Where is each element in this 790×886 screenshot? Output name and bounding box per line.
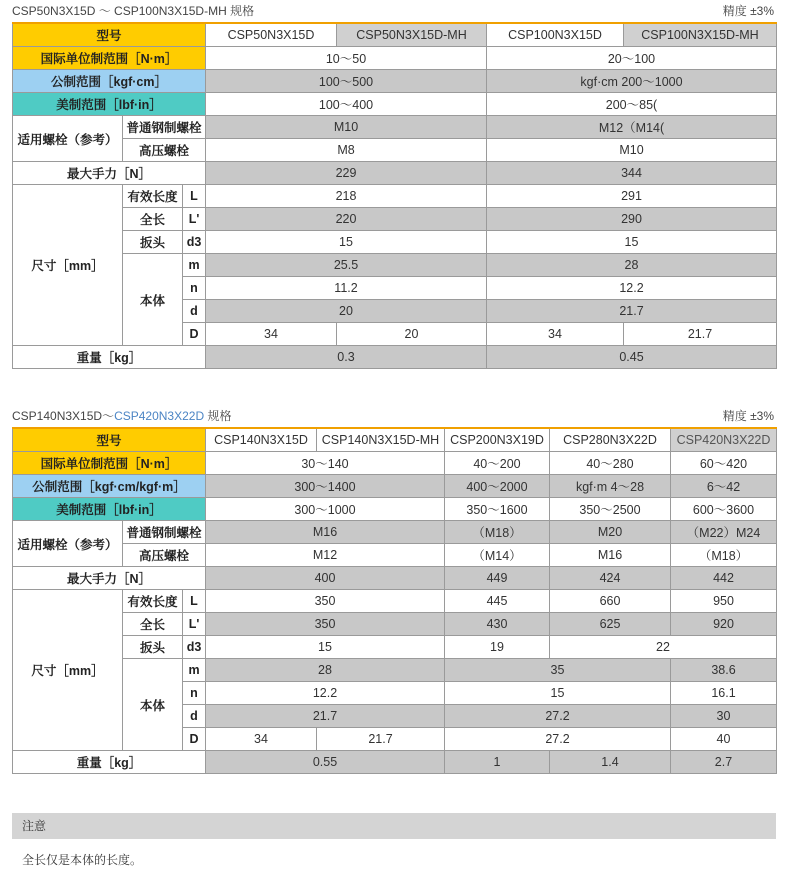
table-row: [13, 636, 777, 659]
table-row: [13, 70, 777, 93]
table-cell: 35: [445, 659, 671, 682]
body-label: 本体: [123, 659, 183, 751]
table-cell: 15: [206, 231, 487, 254]
table-cell: 660: [550, 590, 671, 613]
table-row: [13, 659, 777, 682]
table-cell: 400: [206, 567, 445, 590]
table-cell: 300～1400: [206, 475, 445, 498]
bolt-hi-label: 高压螺栓: [123, 544, 206, 567]
table-cell: 34: [487, 323, 624, 346]
sym-label: L: [183, 590, 206, 613]
table-cell: M12: [206, 544, 445, 567]
table-cell: 424: [550, 567, 671, 590]
spec-table-1: [12, 22, 777, 369]
table-cell: 20～100: [487, 47, 777, 70]
wrench-label: 扳头: [123, 231, 183, 254]
table-cell: 625: [550, 613, 671, 636]
table-cell: 16.1: [671, 682, 777, 705]
sym-label: d3: [183, 231, 206, 254]
table-cell: kgf·cm 200～1000: [487, 70, 777, 93]
model-header: CSP50N3X15D: [206, 23, 337, 47]
full-len-label: 全长: [123, 208, 183, 231]
table-row: [13, 162, 777, 185]
spec-block-1: [12, 0, 776, 369]
table-cell: M8: [206, 139, 487, 162]
table-row: [13, 475, 777, 498]
sym-label: n: [183, 682, 206, 705]
table-cell: 21.7: [487, 300, 777, 323]
table-cell: 40: [671, 728, 777, 751]
table-cell: （M14）: [445, 544, 550, 567]
table-cell: 400～2000: [445, 475, 550, 498]
table-cell: M10: [206, 116, 487, 139]
table2-title-a: CSP140N3X15D～: [12, 409, 115, 423]
model-header: CSP100N3X15D-MH: [624, 23, 777, 47]
table-cell: 20: [206, 300, 487, 323]
bolt-hi-label: 高压螺栓: [123, 139, 206, 162]
model-header: CSP200N3X19D: [445, 428, 550, 452]
sym-label: m: [183, 254, 206, 277]
table-cell: 38.6: [671, 659, 777, 682]
table-cell: 34: [206, 728, 317, 751]
table-row: [13, 139, 777, 162]
table-row: [13, 590, 777, 613]
table-cell: 0.3: [206, 346, 487, 369]
sym-label: L: [183, 185, 206, 208]
table-row: [13, 208, 777, 231]
table-row: [13, 544, 777, 567]
table-cell: 350: [206, 613, 445, 636]
table-cell: 1.4: [550, 751, 671, 774]
sym-label: D: [183, 323, 206, 346]
table-cell: 229: [206, 162, 487, 185]
model-header: CSP420N3X22D: [671, 428, 777, 452]
table-cell: 19: [445, 636, 550, 659]
table-row: [13, 23, 777, 47]
table-cell: 2.7: [671, 751, 777, 774]
table-cell: 290: [487, 208, 777, 231]
metric-range-label: 公制范围［kgf·cm/kgf·m］: [13, 475, 206, 498]
table-row: [13, 254, 777, 277]
table-cell: 350～1600: [445, 498, 550, 521]
table-cell: 442: [671, 567, 777, 590]
table-cell: M10: [487, 139, 777, 162]
table2-title-c: 规格: [204, 409, 232, 423]
full-len-label: 全长: [123, 613, 183, 636]
table-cell: 0.45: [487, 346, 777, 369]
table-cell: 21.7: [317, 728, 445, 751]
imperial-range-label: 美制范围［lbf·in］: [13, 93, 206, 116]
table-row: [13, 613, 777, 636]
table2-accuracy: 精度 ±3%: [722, 409, 774, 423]
notes-text: 全长仅是本体的长度。: [22, 853, 143, 867]
table-cell: 20: [337, 323, 487, 346]
model-header: CSP140N3X15D: [206, 428, 317, 452]
table-cell: 10～50: [206, 47, 487, 70]
table-cell: 600～3600: [671, 498, 777, 521]
table-row: [13, 452, 777, 475]
table1-caption: [12, 0, 776, 22]
model-header: CSP280N3X22D: [550, 428, 671, 452]
sym-label: L': [183, 208, 206, 231]
table-cell: 430: [445, 613, 550, 636]
table2-title-link[interactable]: CSP420N3X22D: [114, 409, 205, 423]
table-cell: M20: [550, 521, 671, 544]
model-header: CSP140N3X15D-MH: [317, 428, 445, 452]
sym-label: d3: [183, 636, 206, 659]
table-row: [13, 751, 777, 774]
table-row: [13, 116, 777, 139]
table-cell: 350～2500: [550, 498, 671, 521]
model-label: 型号: [13, 428, 206, 452]
table-cell: 15: [206, 636, 445, 659]
table-cell: 21.7: [206, 705, 445, 728]
bolt-std-label: 普通钢制螺栓: [123, 116, 206, 139]
table-cell: 920: [671, 613, 777, 636]
dims-label: 尺寸［mm］: [13, 185, 123, 346]
bolt-label: 适用螺栓（参考）: [13, 521, 123, 567]
table-cell: M12（M14(: [487, 116, 777, 139]
sym-label: D: [183, 728, 206, 751]
table-cell: 12.2: [487, 277, 777, 300]
table2-caption: [12, 405, 776, 427]
notes-heading: 注意: [22, 819, 47, 833]
model-header: CSP50N3X15D-MH: [337, 23, 487, 47]
table-row: [13, 93, 777, 116]
weight-label: 重量［kg］: [13, 751, 206, 774]
table-row: [13, 346, 777, 369]
sym-label: m: [183, 659, 206, 682]
spec-table-2: [12, 427, 777, 774]
table-row: [13, 231, 777, 254]
table-row: [13, 521, 777, 544]
table-cell: 1: [445, 751, 550, 774]
bolt-std-label: 普通钢制螺栓: [123, 521, 206, 544]
table-cell: 15: [445, 682, 671, 705]
eff-len-label: 有效长度: [123, 590, 183, 613]
table-cell: 15: [487, 231, 777, 254]
table-cell: M16: [550, 544, 671, 567]
table-cell: 350: [206, 590, 445, 613]
sym-label: L': [183, 613, 206, 636]
table-cell: 100～500: [206, 70, 487, 93]
table-cell: 28: [206, 659, 445, 682]
table-cell: 40～200: [445, 452, 550, 475]
table-row: [13, 185, 777, 208]
table-cell: 6～42: [671, 475, 777, 498]
table-cell: 950: [671, 590, 777, 613]
weight-label: 重量［kg］: [13, 346, 206, 369]
table2-title: [12, 407, 231, 424]
table1-title: CSP50N3X15D ～ CSP100N3X15D-MH 规格: [12, 4, 255, 18]
table-cell: 200～85(: [487, 93, 777, 116]
table-row: [13, 498, 777, 521]
table-cell: 220: [206, 208, 487, 231]
bolt-label: 适用螺栓（参考）: [13, 116, 123, 162]
table-cell: 449: [445, 567, 550, 590]
table-cell: （M18）: [445, 521, 550, 544]
wrench-label: 扳头: [123, 636, 183, 659]
table-cell: 22: [550, 636, 777, 659]
table-cell: 344: [487, 162, 777, 185]
imperial-range-label: 美制范围［lbf·in］: [13, 498, 206, 521]
table-cell: 27.2: [445, 728, 671, 751]
model-header: CSP100N3X15D: [487, 23, 624, 47]
table-cell: 218: [206, 185, 487, 208]
table-cell: kgf·m 4～28: [550, 475, 671, 498]
table-cell: M16: [206, 521, 445, 544]
table-cell: 21.7: [624, 323, 777, 346]
table-cell: 34: [206, 323, 337, 346]
dims-label: 尺寸［mm］: [13, 590, 123, 751]
body-label: 本体: [123, 254, 183, 346]
metric-range-label: 公制范围［kgf·cm］: [13, 70, 206, 93]
table-row: [13, 428, 777, 452]
table-cell: （M18）: [671, 544, 777, 567]
table-cell: 0.55: [206, 751, 445, 774]
max-force-label: 最大手力［N］: [13, 162, 206, 185]
table-cell: 445: [445, 590, 550, 613]
si-range-label: 国际单位制范围［N·m］: [13, 452, 206, 475]
table-cell: 30: [671, 705, 777, 728]
table-cell: 28: [487, 254, 777, 277]
eff-len-label: 有效长度: [123, 185, 183, 208]
table-cell: 100～400: [206, 93, 487, 116]
table-cell: 300～1000: [206, 498, 445, 521]
table-cell: （M22）M24: [671, 521, 777, 544]
table-cell: 11.2: [206, 277, 487, 300]
max-force-label: 最大手力［N］: [13, 567, 206, 590]
si-range-label: 国际单位制范围［N·m］: [13, 47, 206, 70]
table-cell: 27.2: [445, 705, 671, 728]
notes-heading-bar: [12, 813, 776, 839]
sym-label: d: [183, 705, 206, 728]
sym-label: n: [183, 277, 206, 300]
table-cell: 25.5: [206, 254, 487, 277]
spec-block-2: [12, 405, 776, 774]
sym-label: d: [183, 300, 206, 323]
table-cell: 40～280: [550, 452, 671, 475]
table-cell: 60～420: [671, 452, 777, 475]
table-row: [13, 47, 777, 70]
table-row: [13, 567, 777, 590]
table-cell: 291: [487, 185, 777, 208]
table-cell: 12.2: [206, 682, 445, 705]
model-label: 型号: [13, 23, 206, 47]
table1-accuracy: 精度 ±3%: [722, 4, 774, 18]
table-cell: 30～140: [206, 452, 445, 475]
